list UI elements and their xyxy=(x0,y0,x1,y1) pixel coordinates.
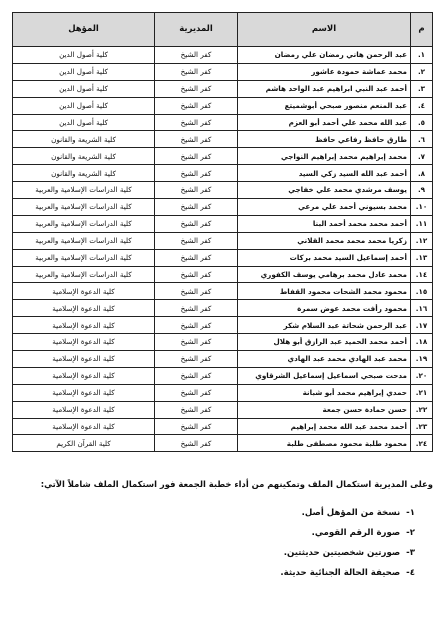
row-directorate: كفر الشيخ xyxy=(155,131,238,148)
table-row xyxy=(13,114,433,131)
row-directorate: كفر الشيخ xyxy=(155,97,238,114)
instructions-note: وعلى المديرية استكمال الملف وتمكينهم من أداء خطبة الجمعة فور استكمال الملف شاملاً الآتي: xyxy=(40,479,433,489)
row-qualification: كلية الشريعة والقانون xyxy=(13,131,155,148)
requirement-number: ٤- xyxy=(406,568,415,578)
row-qualification: كلية الدعوة الإسلامية xyxy=(13,401,155,418)
row-qualification: كلية أصول الدين xyxy=(13,63,155,80)
table-row xyxy=(13,401,433,418)
row-name: عبد الله محمد علي أحمد أبو العزم xyxy=(238,114,411,131)
row-qualification: كلية الدعوة الإسلامية xyxy=(13,384,155,401)
row-number: ٢١. xyxy=(411,384,433,401)
row-qualification: كلية أصول الدين xyxy=(13,97,155,114)
row-name: حسن حمادة حسن جمعة xyxy=(238,401,411,418)
row-qualification: كلية الدراسات الإسلامية والعربية xyxy=(13,215,155,232)
row-qualification: كلية الدعوة الإسلامية xyxy=(13,283,155,300)
row-name: طارق حافظ رفاعي حافظ xyxy=(238,131,411,148)
table-row xyxy=(13,435,433,452)
row-qualification: كلية الدعوة الإسلامية xyxy=(13,351,155,368)
row-name: أحمد عبد النبي ابراهيم عبد الواحد هاشم xyxy=(238,80,411,97)
requirement-item xyxy=(115,523,415,543)
row-directorate: كفر الشيخ xyxy=(155,148,238,165)
row-name: محمد عماشة حمودة عاشور xyxy=(238,63,411,80)
table-row xyxy=(13,63,433,80)
row-qualification: كلية أصول الدين xyxy=(13,114,155,131)
table-row xyxy=(13,317,433,334)
table-row xyxy=(13,283,433,300)
row-directorate: كفر الشيخ xyxy=(155,300,238,317)
table-row xyxy=(13,266,433,283)
row-directorate: كفر الشيخ xyxy=(155,199,238,216)
table-row xyxy=(13,232,433,249)
table-row xyxy=(13,418,433,435)
requirement-number: ٢- xyxy=(406,528,415,538)
row-number: ١٢. xyxy=(411,232,433,249)
row-number: ٥. xyxy=(411,114,433,131)
row-qualification: كلية الدعوة الإسلامية xyxy=(13,367,155,384)
requirement-text: نسخة من المؤهل أصل. xyxy=(301,508,401,518)
row-qualification: كلية الدعوة الإسلامية xyxy=(13,334,155,351)
row-directorate: كفر الشيخ xyxy=(155,401,238,418)
row-directorate: كفر الشيخ xyxy=(155,367,238,384)
table-row xyxy=(13,182,433,199)
row-qualification: كلية أصول الدين xyxy=(13,47,155,64)
table-row xyxy=(13,215,433,232)
row-qualification: كلية الدراسات الإسلامية والعربية xyxy=(13,249,155,266)
row-name: أحمد محمد عبد الله محمد إبراهيم xyxy=(238,418,411,435)
row-number: ٩. xyxy=(411,182,433,199)
requirement-item xyxy=(115,563,415,583)
row-directorate: كفر الشيخ xyxy=(155,215,238,232)
row-directorate: كفر الشيخ xyxy=(155,232,238,249)
row-directorate: كفر الشيخ xyxy=(155,435,238,452)
row-qualification: كلية الدراسات الإسلامية والعربية xyxy=(13,266,155,283)
row-name: محمد بسيوني أحمد علي مرعي xyxy=(238,199,411,216)
row-number: ١١. xyxy=(411,215,433,232)
table-row xyxy=(13,367,433,384)
row-number: ١٤. xyxy=(411,266,433,283)
row-qualification: كلية القرآن الكريم xyxy=(13,435,155,452)
table-row xyxy=(13,80,433,97)
row-number: ٨. xyxy=(411,165,433,182)
row-qualification: كلية الدعوة الإسلامية xyxy=(13,317,155,334)
row-number: ١. xyxy=(411,47,433,64)
row-number: ٢٢. xyxy=(411,401,433,418)
row-directorate: كفر الشيخ xyxy=(155,47,238,64)
row-directorate: كفر الشيخ xyxy=(155,182,238,199)
row-name: أحمد محمد الحميد عبد الرازق أبو هلال xyxy=(238,334,411,351)
row-qualification: كلية أصول الدين xyxy=(13,80,155,97)
row-number: ١٦. xyxy=(411,300,433,317)
row-number: ٢٣. xyxy=(411,418,433,435)
preachers-table xyxy=(12,12,433,452)
row-name: أحمد محمد محمد أحمد البنا xyxy=(238,215,411,232)
row-directorate: كفر الشيخ xyxy=(155,165,238,182)
row-number: ٢٤. xyxy=(411,435,433,452)
row-directorate: كفر الشيخ xyxy=(155,249,238,266)
row-name: محمود رأفت محمد عوض سمرة xyxy=(238,300,411,317)
row-name: محمد إبراهيم محمد إبراهيم النواجي xyxy=(238,148,411,165)
row-number: ٦. xyxy=(411,131,433,148)
table-row xyxy=(13,249,433,266)
row-name: محمد عادل محمد برهامي يوسف الكفوري xyxy=(238,266,411,283)
header-num: م xyxy=(411,13,433,47)
table-row xyxy=(13,384,433,401)
row-name: يوسف مرشدي محمد علي خفاجي xyxy=(238,182,411,199)
requirement-number: ١- xyxy=(406,508,415,518)
table-row xyxy=(13,165,433,182)
row-name: عبد الرحمن هاني رمضان علي رمضان xyxy=(238,47,411,64)
row-directorate: كفر الشيخ xyxy=(155,418,238,435)
row-name: عبد الرحمن شحاتة عبد السلام شكر xyxy=(238,317,411,334)
row-name: محمود طلبة محمود مصطفى طلبة xyxy=(238,435,411,452)
header-directorate: المديرية xyxy=(155,13,238,47)
row-name: أحمد إسماعيل السيد محمد بركات xyxy=(238,249,411,266)
row-qualification: كلية الشريعة والقانون xyxy=(13,148,155,165)
table-row xyxy=(13,351,433,368)
requirement-number: ٣- xyxy=(406,548,415,558)
table-row xyxy=(13,47,433,64)
row-directorate: كفر الشيخ xyxy=(155,283,238,300)
row-number: ١٩. xyxy=(411,351,433,368)
row-name: أحمد عبد الله السيد زكي السيد xyxy=(238,165,411,182)
requirement-text: صورتين شخصيتين حديثتين. xyxy=(283,548,401,558)
row-qualification: كلية الدراسات الإسلامية والعربية xyxy=(13,232,155,249)
row-directorate: كفر الشيخ xyxy=(155,317,238,334)
row-number: ٣. xyxy=(411,80,433,97)
table-row xyxy=(13,131,433,148)
row-directorate: كفر الشيخ xyxy=(155,114,238,131)
row-qualification: كلية الدعوة الإسلامية xyxy=(13,418,155,435)
row-number: ٧. xyxy=(411,148,433,165)
row-directorate: كفر الشيخ xyxy=(155,63,238,80)
row-number: ١٠. xyxy=(411,199,433,216)
row-name: زكريا محمد محمد محمد القلاني xyxy=(238,232,411,249)
header-qualification: المؤهل xyxy=(13,13,155,47)
row-directorate: كفر الشيخ xyxy=(155,384,238,401)
row-directorate: كفر الشيخ xyxy=(155,351,238,368)
row-number: ٢٠. xyxy=(411,367,433,384)
row-number: ١٧. xyxy=(411,317,433,334)
row-number: ٤. xyxy=(411,97,433,114)
row-qualification: كلية الشريعة والقانون xyxy=(13,165,155,182)
row-qualification: كلية الدراسات الإسلامية والعربية xyxy=(13,199,155,216)
row-directorate: كفر الشيخ xyxy=(155,334,238,351)
row-name: عبد المنعم منصور صبحي أبوشميتع xyxy=(238,97,411,114)
row-qualification: كلية الدراسات الإسلامية والعربية xyxy=(13,182,155,199)
row-name: محمود محمد الشحات محمود القفاط xyxy=(238,283,411,300)
row-name: محمد عبد الهادي محمد عبد الهادي xyxy=(238,351,411,368)
row-name: حمدي إبراهيم محمد أبو شبانة xyxy=(238,384,411,401)
requirement-item xyxy=(115,503,415,523)
row-directorate: كفر الشيخ xyxy=(155,266,238,283)
row-directorate: كفر الشيخ xyxy=(155,80,238,97)
row-name: مدحت صبحي اسماعيل إسماعيل الشرقاوي xyxy=(238,367,411,384)
requirement-item xyxy=(115,543,415,563)
header-name: الاسم xyxy=(238,13,411,47)
row-number: ٢. xyxy=(411,63,433,80)
row-qualification: كلية الدعوة الإسلامية xyxy=(13,300,155,317)
table-row xyxy=(13,334,433,351)
table-row xyxy=(13,97,433,114)
requirement-text: صحيفة الحالة الجنائية حديثة. xyxy=(280,568,401,578)
row-number: ١٣. xyxy=(411,249,433,266)
table-header xyxy=(13,13,433,47)
requirements-list xyxy=(115,503,415,583)
requirement-text: صورة الرقم القومي. xyxy=(311,528,401,538)
row-number: ١٨. xyxy=(411,334,433,351)
table-row xyxy=(13,300,433,317)
table-row xyxy=(13,148,433,165)
table-body xyxy=(13,47,433,452)
row-number: ١٥. xyxy=(411,283,433,300)
table-row xyxy=(13,199,433,216)
